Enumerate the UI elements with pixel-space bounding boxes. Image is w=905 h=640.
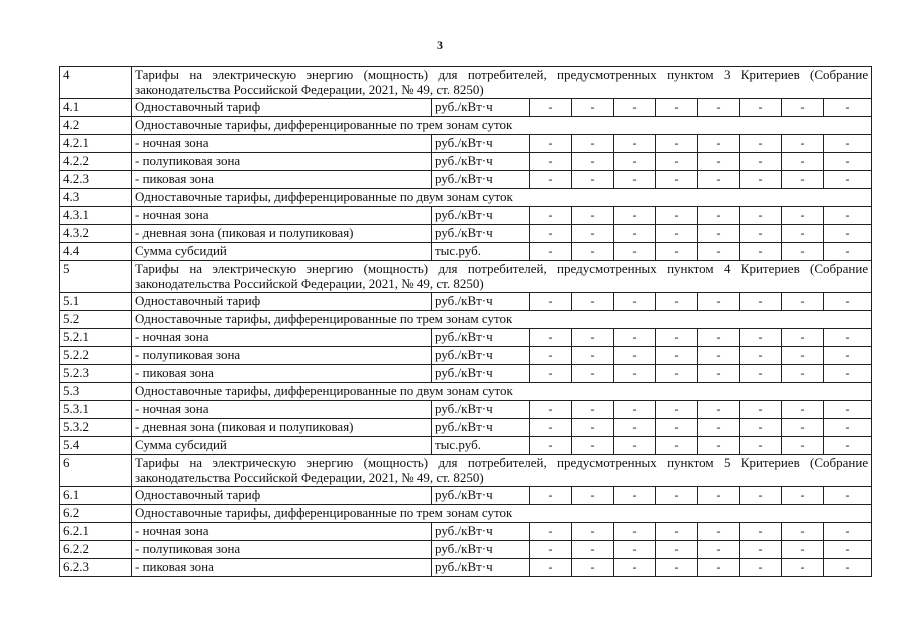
row-label: Сумма субсидий <box>132 437 432 455</box>
value-cell: - <box>824 347 872 365</box>
value-cell: - <box>530 293 572 311</box>
value-cell: - <box>614 153 656 171</box>
row-number: 4.4 <box>60 243 132 261</box>
value-cell: - <box>740 153 782 171</box>
row-number: 4.3.2 <box>60 225 132 243</box>
value-cell: - <box>572 523 614 541</box>
value-cell: - <box>572 243 614 261</box>
value-cell: - <box>656 329 698 347</box>
row-number: 5.4 <box>60 437 132 455</box>
value-cell: - <box>656 419 698 437</box>
value-cell: - <box>614 243 656 261</box>
table-row <box>60 383 872 401</box>
value-cell: - <box>614 541 656 559</box>
value-cell: - <box>572 419 614 437</box>
value-cell: - <box>656 541 698 559</box>
row-unit: руб./кВт·ч <box>432 135 530 153</box>
row-number: 5.2.3 <box>60 365 132 383</box>
row-number: 6.1 <box>60 487 132 505</box>
value-cell: - <box>614 401 656 419</box>
value-cell: - <box>740 207 782 225</box>
table-row <box>60 455 872 487</box>
value-cell: - <box>614 329 656 347</box>
value-cell: - <box>740 225 782 243</box>
row-label: Одноставочный тариф <box>132 99 432 117</box>
value-cell: - <box>530 541 572 559</box>
value-cell: - <box>572 329 614 347</box>
value-cell: - <box>572 207 614 225</box>
value-cell: - <box>614 559 656 577</box>
value-cell: - <box>572 135 614 153</box>
value-cell: - <box>824 153 872 171</box>
row-unit: тыс.руб. <box>432 437 530 455</box>
value-cell: - <box>782 559 824 577</box>
subsection-heading: Одноставочные тарифы, дифференцированные по двум зонам суток <box>132 383 872 401</box>
subsection-heading: Одноставочные тарифы, дифференцированные по трем зонам суток <box>132 311 872 329</box>
value-cell: - <box>614 347 656 365</box>
value-cell: - <box>698 135 740 153</box>
row-unit: руб./кВт·ч <box>432 207 530 225</box>
table-row <box>60 293 872 311</box>
value-cell: - <box>572 293 614 311</box>
table-row <box>60 329 872 347</box>
row-unit: руб./кВт·ч <box>432 365 530 383</box>
value-cell: - <box>530 487 572 505</box>
row-number: 4.1 <box>60 99 132 117</box>
value-cell: - <box>782 541 824 559</box>
row-number: 6.2.2 <box>60 541 132 559</box>
value-cell: - <box>656 401 698 419</box>
table-row <box>60 243 872 261</box>
table-row <box>60 347 872 365</box>
value-cell: - <box>530 99 572 117</box>
table-row <box>60 135 872 153</box>
value-cell: - <box>824 401 872 419</box>
value-cell: - <box>614 99 656 117</box>
value-cell: - <box>530 207 572 225</box>
value-cell: - <box>656 437 698 455</box>
table-row <box>60 171 872 189</box>
row-number: 5.2 <box>60 311 132 329</box>
value-cell: - <box>698 559 740 577</box>
value-cell: - <box>740 293 782 311</box>
row-unit: руб./кВт·ч <box>432 523 530 541</box>
value-cell: - <box>698 171 740 189</box>
row-label: - полупиковая зона <box>132 541 432 559</box>
value-cell: - <box>530 153 572 171</box>
value-cell: - <box>572 437 614 455</box>
value-cell: - <box>824 207 872 225</box>
value-cell: - <box>740 437 782 455</box>
table-row <box>60 261 872 293</box>
value-cell: - <box>782 99 824 117</box>
value-cell: - <box>698 243 740 261</box>
row-number: 5.2.2 <box>60 347 132 365</box>
value-cell: - <box>824 541 872 559</box>
row-unit: руб./кВт·ч <box>432 347 530 365</box>
value-cell: - <box>698 401 740 419</box>
row-unit: руб./кВт·ч <box>432 541 530 559</box>
table-row <box>60 487 872 505</box>
value-cell: - <box>656 153 698 171</box>
value-cell: - <box>740 171 782 189</box>
row-label: - пиковая зона <box>132 171 432 189</box>
row-number: 5.3 <box>60 383 132 401</box>
value-cell: - <box>740 365 782 383</box>
value-cell: - <box>740 329 782 347</box>
table-row <box>60 311 872 329</box>
table-row <box>60 117 872 135</box>
value-cell: - <box>740 347 782 365</box>
row-label: - ночная зона <box>132 135 432 153</box>
value-cell: - <box>572 153 614 171</box>
value-cell: - <box>782 171 824 189</box>
value-cell: - <box>782 153 824 171</box>
value-cell: - <box>782 329 824 347</box>
value-cell: - <box>656 347 698 365</box>
value-cell: - <box>740 135 782 153</box>
table-row <box>60 153 872 171</box>
value-cell: - <box>656 559 698 577</box>
value-cell: - <box>824 559 872 577</box>
row-unit: руб./кВт·ч <box>432 401 530 419</box>
value-cell: - <box>698 419 740 437</box>
value-cell: - <box>572 541 614 559</box>
row-label: - пиковая зона <box>132 365 432 383</box>
value-cell: - <box>614 523 656 541</box>
value-cell: - <box>824 365 872 383</box>
value-cell: - <box>530 347 572 365</box>
value-cell: - <box>824 329 872 347</box>
value-cell: - <box>698 487 740 505</box>
value-cell: - <box>782 365 824 383</box>
table-row <box>60 559 872 577</box>
value-cell: - <box>572 171 614 189</box>
row-number: 4 <box>60 67 132 99</box>
value-cell: - <box>740 401 782 419</box>
value-cell: - <box>698 437 740 455</box>
value-cell: - <box>740 541 782 559</box>
row-label: Сумма субсидий <box>132 243 432 261</box>
value-cell: - <box>824 437 872 455</box>
tariff-table <box>59 66 872 577</box>
section-heading: Тарифы на электрическую энергию (мощность) для потребителей, предусмотренных пунктом 4 Критериев (Собрание законодательства Российской Федерации, 2021, № 49, ст. 8250) <box>132 261 872 293</box>
row-label: - дневная зона (пиковая и полупиковая) <box>132 225 432 243</box>
page-number: 3 <box>437 38 443 52</box>
value-cell: - <box>614 487 656 505</box>
value-cell: - <box>614 135 656 153</box>
table-row <box>60 365 872 383</box>
row-number: 6.2.3 <box>60 559 132 577</box>
row-label: - ночная зона <box>132 207 432 225</box>
value-cell: - <box>656 99 698 117</box>
value-cell: - <box>530 135 572 153</box>
value-cell: - <box>656 523 698 541</box>
value-cell: - <box>572 487 614 505</box>
row-number: 4.2.3 <box>60 171 132 189</box>
row-number: 5.3.1 <box>60 401 132 419</box>
row-number: 4.2.2 <box>60 153 132 171</box>
value-cell: - <box>782 487 824 505</box>
table-row <box>60 505 872 523</box>
value-cell: - <box>740 523 782 541</box>
row-number: 4.3.1 <box>60 207 132 225</box>
table-row <box>60 419 872 437</box>
row-number: 5.1 <box>60 293 132 311</box>
value-cell: - <box>782 401 824 419</box>
value-cell: - <box>698 99 740 117</box>
table-row <box>60 225 872 243</box>
value-cell: - <box>824 225 872 243</box>
row-label: - дневная зона (пиковая и полупиковая) <box>132 419 432 437</box>
value-cell: - <box>530 437 572 455</box>
value-cell: - <box>782 419 824 437</box>
row-unit: руб./кВт·ч <box>432 293 530 311</box>
section-heading: Тарифы на электрическую энергию (мощность) для потребителей, предусмотренных пунктом 5 Критериев (Собрание законодательства Российской Федерации, 2021, № 49, ст. 8250) <box>132 455 872 487</box>
section-heading: Тарифы на электрическую энергию (мощность) для потребителей, предусмотренных пунктом 3 Критериев (Собрание законодательства Российской Федерации, 2021, № 49, ст. 8250) <box>132 67 872 99</box>
row-number: 5 <box>60 261 132 293</box>
row-number: 6.2.1 <box>60 523 132 541</box>
value-cell: - <box>782 207 824 225</box>
value-cell: - <box>614 207 656 225</box>
value-cell: - <box>782 135 824 153</box>
value-cell: - <box>572 225 614 243</box>
row-unit: руб./кВт·ч <box>432 487 530 505</box>
value-cell: - <box>530 171 572 189</box>
value-cell: - <box>824 135 872 153</box>
table-row <box>60 189 872 207</box>
row-number: 6.2 <box>60 505 132 523</box>
value-cell: - <box>824 171 872 189</box>
value-cell: - <box>782 523 824 541</box>
row-unit: руб./кВт·ч <box>432 153 530 171</box>
row-unit: руб./кВт·ч <box>432 559 530 577</box>
value-cell: - <box>530 401 572 419</box>
value-cell: - <box>530 329 572 347</box>
value-cell: - <box>614 225 656 243</box>
value-cell: - <box>698 523 740 541</box>
value-cell: - <box>824 523 872 541</box>
row-unit: руб./кВт·ч <box>432 419 530 437</box>
row-number: 5.2.1 <box>60 329 132 347</box>
value-cell: - <box>698 347 740 365</box>
table-row <box>60 207 872 225</box>
subsection-heading: Одноставочные тарифы, дифференцированные по трем зонам суток <box>132 117 872 135</box>
value-cell: - <box>614 293 656 311</box>
value-cell: - <box>824 293 872 311</box>
row-number: 4.2 <box>60 117 132 135</box>
table-row <box>60 99 872 117</box>
value-cell: - <box>656 135 698 153</box>
value-cell: - <box>698 153 740 171</box>
value-cell: - <box>740 487 782 505</box>
row-label: - полупиковая зона <box>132 153 432 171</box>
value-cell: - <box>614 171 656 189</box>
value-cell: - <box>572 559 614 577</box>
value-cell: - <box>656 225 698 243</box>
value-cell: - <box>698 207 740 225</box>
row-label: - ночная зона <box>132 329 432 347</box>
value-cell: - <box>614 365 656 383</box>
value-cell: - <box>572 401 614 419</box>
tariff-table-body <box>60 67 872 577</box>
row-number: 4.2.1 <box>60 135 132 153</box>
value-cell: - <box>782 293 824 311</box>
value-cell: - <box>698 225 740 243</box>
row-label: Одноставочный тариф <box>132 293 432 311</box>
value-cell: - <box>530 243 572 261</box>
value-cell: - <box>740 99 782 117</box>
row-unit: тыс.руб. <box>432 243 530 261</box>
value-cell: - <box>740 559 782 577</box>
table-row <box>60 437 872 455</box>
value-cell: - <box>614 419 656 437</box>
value-cell: - <box>572 365 614 383</box>
subsection-heading: Одноставочные тарифы, дифференцированные по двум зонам суток <box>132 189 872 207</box>
value-cell: - <box>824 243 872 261</box>
row-unit: руб./кВт·ч <box>432 99 530 117</box>
value-cell: - <box>530 225 572 243</box>
value-cell: - <box>614 437 656 455</box>
value-cell: - <box>572 347 614 365</box>
row-unit: руб./кВт·ч <box>432 329 530 347</box>
subsection-heading: Одноставочные тарифы, дифференцированные по трем зонам суток <box>132 505 872 523</box>
row-number: 4.3 <box>60 189 132 207</box>
row-unit: руб./кВт·ч <box>432 171 530 189</box>
value-cell: - <box>572 99 614 117</box>
value-cell: - <box>782 437 824 455</box>
value-cell: - <box>656 365 698 383</box>
value-cell: - <box>698 541 740 559</box>
row-number: 5.3.2 <box>60 419 132 437</box>
value-cell: - <box>656 293 698 311</box>
value-cell: - <box>656 207 698 225</box>
value-cell: - <box>656 243 698 261</box>
table-row <box>60 541 872 559</box>
value-cell: - <box>782 225 824 243</box>
value-cell: - <box>530 365 572 383</box>
row-label: - ночная зона <box>132 523 432 541</box>
row-label: - ночная зона <box>132 401 432 419</box>
value-cell: - <box>824 487 872 505</box>
table-row <box>60 523 872 541</box>
value-cell: - <box>698 329 740 347</box>
value-cell: - <box>698 293 740 311</box>
value-cell: - <box>740 419 782 437</box>
row-label: - пиковая зона <box>132 559 432 577</box>
row-label: - полупиковая зона <box>132 347 432 365</box>
value-cell: - <box>530 523 572 541</box>
row-number: 6 <box>60 455 132 487</box>
row-unit: руб./кВт·ч <box>432 225 530 243</box>
value-cell: - <box>740 243 782 261</box>
table-row <box>60 67 872 99</box>
row-label: Одноставочный тариф <box>132 487 432 505</box>
value-cell: - <box>782 243 824 261</box>
value-cell: - <box>656 171 698 189</box>
value-cell: - <box>698 365 740 383</box>
value-cell: - <box>530 419 572 437</box>
value-cell: - <box>656 487 698 505</box>
table-row <box>60 401 872 419</box>
value-cell: - <box>824 419 872 437</box>
value-cell: - <box>530 559 572 577</box>
value-cell: - <box>782 347 824 365</box>
value-cell: - <box>824 99 872 117</box>
